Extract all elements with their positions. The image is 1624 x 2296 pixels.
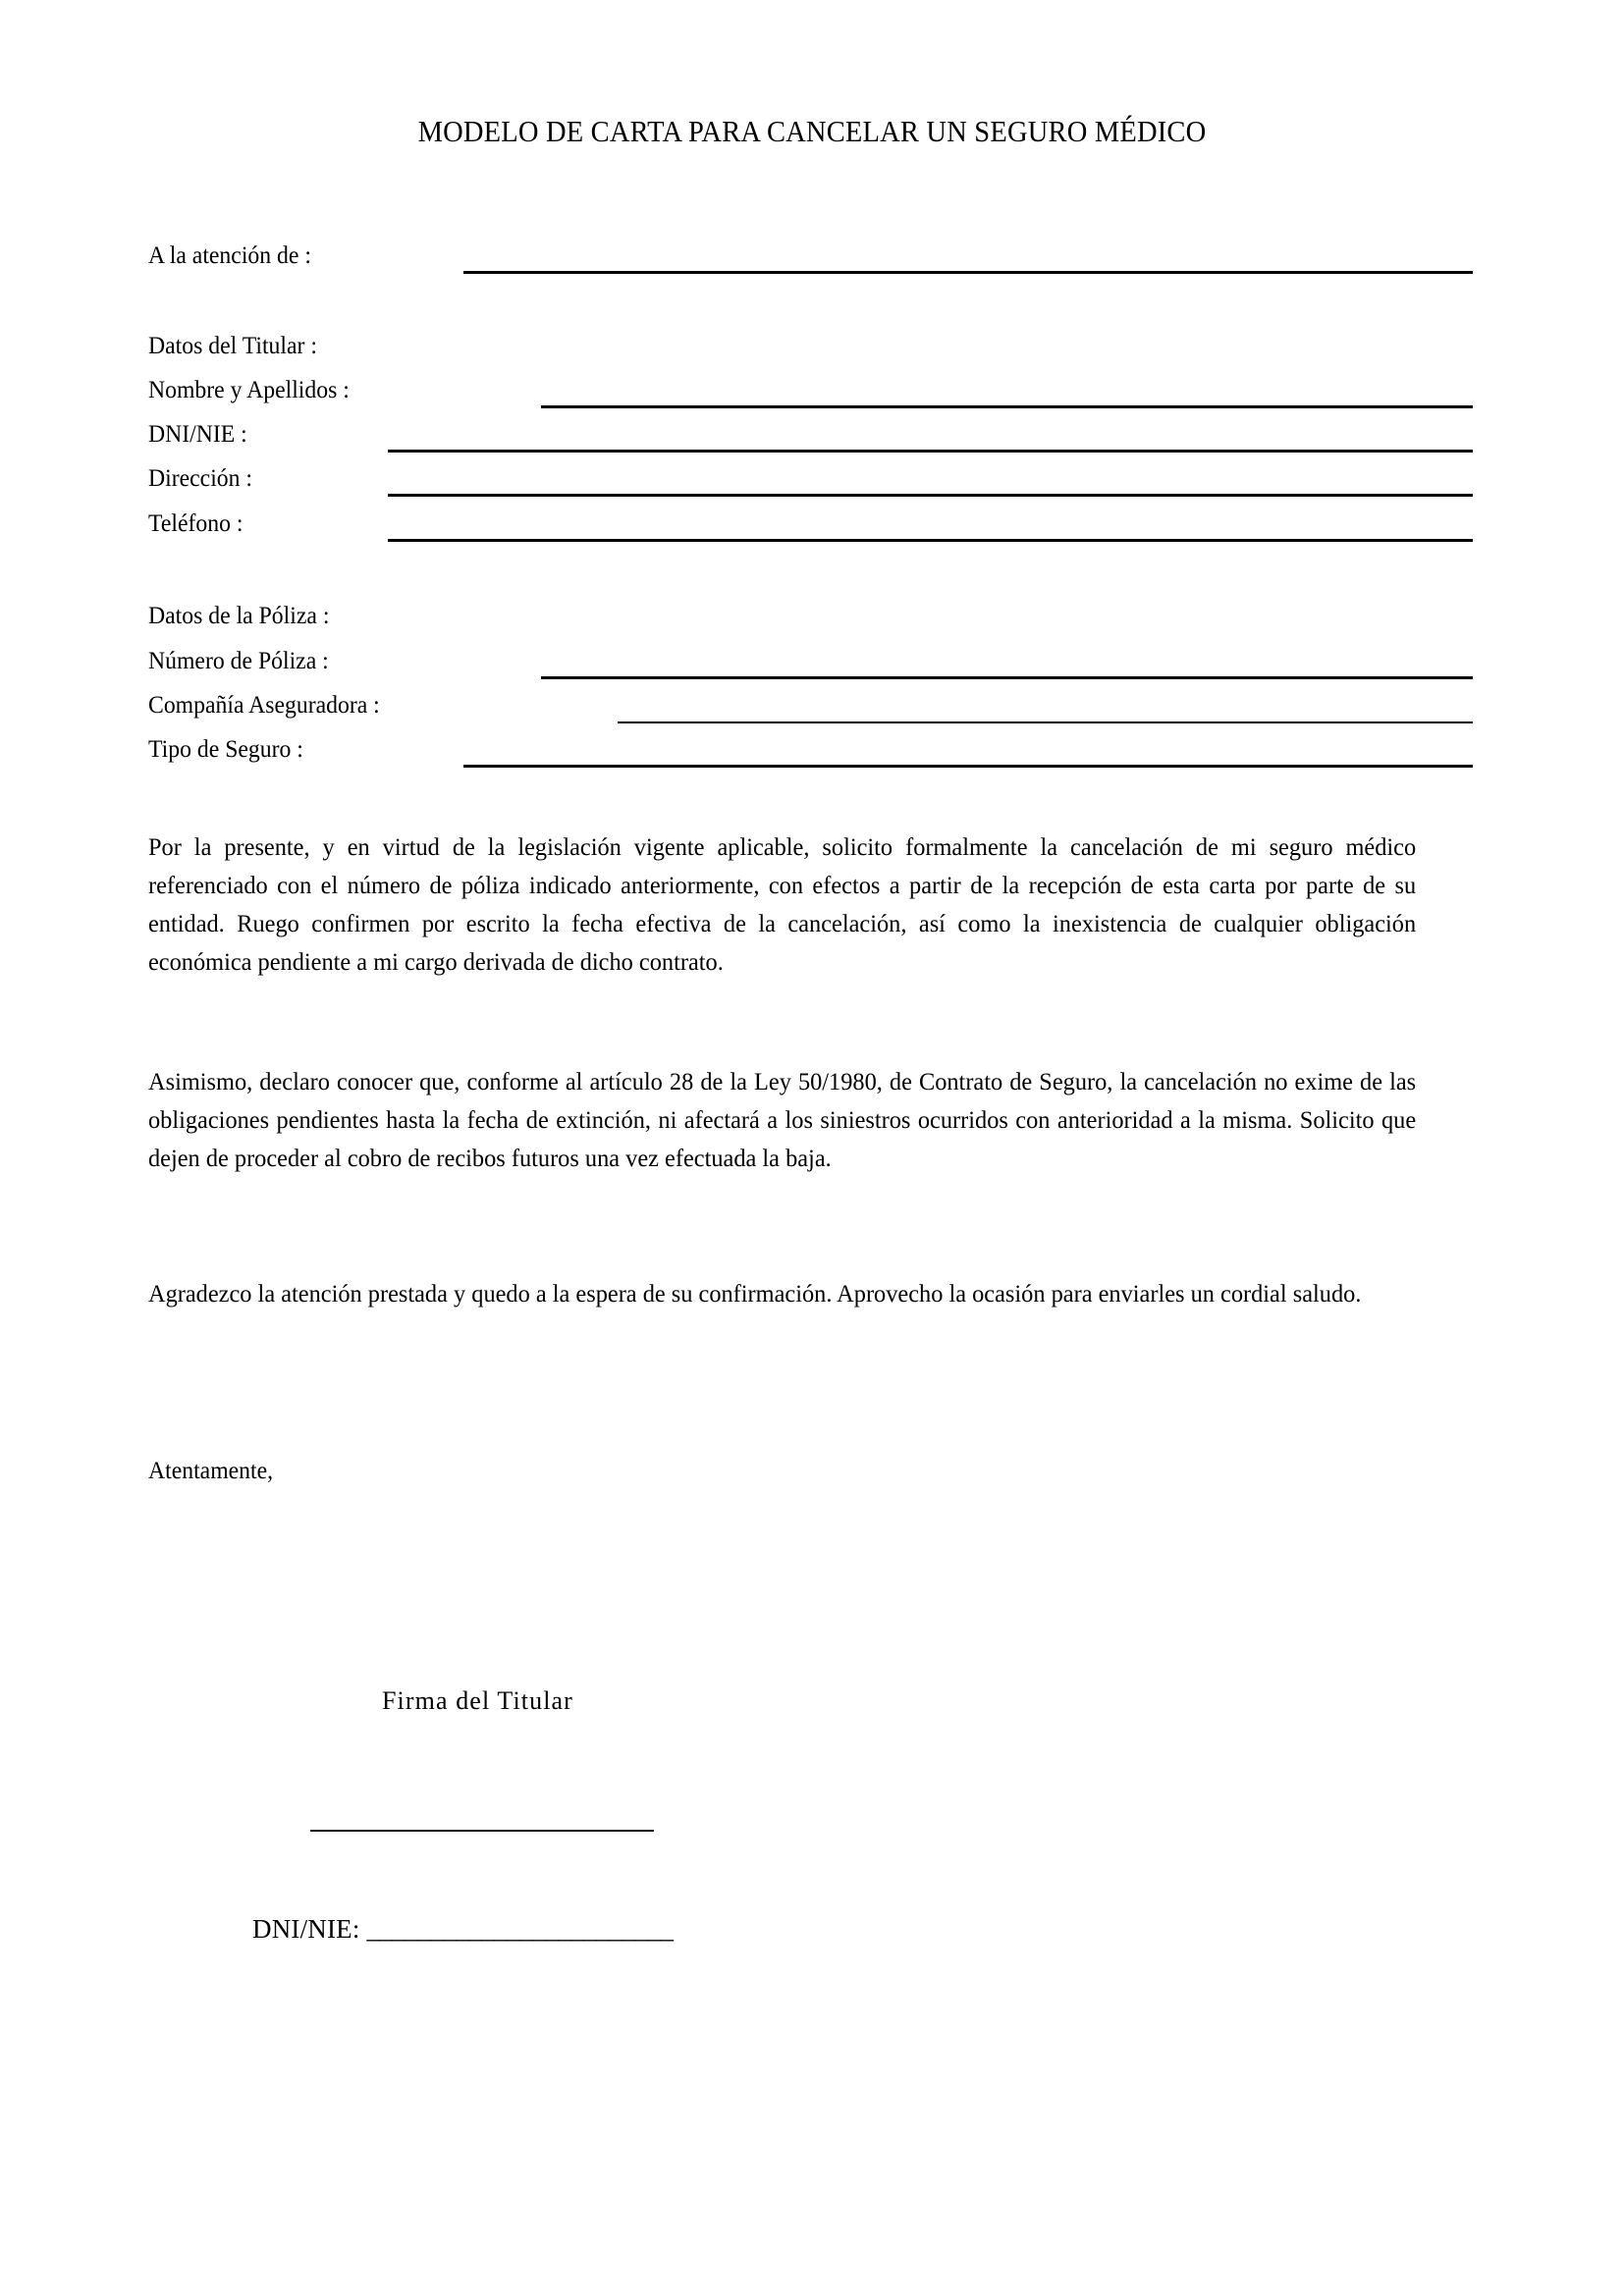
section-heading-policy: Datos de la Póliza :	[148, 601, 330, 629]
label-insurer: Compañía Aseguradora :	[148, 690, 380, 719]
signature-caption: Firma del Titular	[382, 1686, 573, 1715]
input-line-full-name[interactable]	[541, 405, 1473, 408]
label-full-name: Nombre y Apellidos :	[148, 375, 350, 403]
section-heading-holder: Datos del Titular :	[148, 331, 317, 359]
signature-line[interactable]	[310, 1830, 654, 1832]
field-row-policy-number	[148, 646, 1473, 675]
label-phone: Teléfono :	[148, 508, 244, 537]
label-insurance-type: Tipo de Seguro :	[148, 734, 303, 763]
label-address: Dirección :	[148, 463, 253, 492]
closing-salutation: Atentamente,	[148, 1456, 274, 1484]
field-row-phone	[148, 508, 1473, 538]
field-row-full-name	[148, 375, 1473, 404]
input-line-policy-number[interactable]	[541, 676, 1473, 679]
label-dni: DNI/NIE :	[148, 419, 247, 448]
signature-dni-label: DNI/NIE:	[252, 1914, 360, 1944]
input-line-dni[interactable]	[388, 450, 1473, 453]
field-row-recipient	[148, 240, 1473, 270]
input-line-recipient[interactable]	[463, 271, 1473, 274]
body-paragraph-3: Agradezco la atención prestada y quedo a la espera de su confirmación. Aprovecho la ocasión para enviarles un cordial saludo.	[148, 1279, 1362, 1308]
signature-dni-row	[252, 1914, 674, 1945]
field-row-insurance-type	[148, 734, 1473, 764]
field-row-insurer	[148, 690, 1473, 720]
label-recipient: A la atención de :	[148, 240, 311, 269]
input-line-insurance-type[interactable]	[463, 765, 1473, 768]
signature-dni-blank[interactable]: ________________________	[366, 1914, 674, 1944]
input-line-address[interactable]	[388, 494, 1473, 497]
field-row-address	[148, 463, 1473, 493]
body-paragraph-2: Asimismo, declaro conocer que, conforme al artículo 28 de la Ley 50/1980, de Contrato de Seguro, la cancelación no exime de las obligaciones pendientes hasta la fecha de extinción, ni afectará a los siniestros ocurridos con anterioridad a la misma. Solicito que dejen de proceder al cobro de recibos futuros una vez efectuada la baja.	[148, 1067, 1417, 1172]
body-paragraph-1: Por la presente, y en virtud de la legislación vigente aplicable, solicito formalmente la cancelación de mi seguro médico referenciado con el número de póliza indicado anteriormente, con efectos a partir de la recepción de esta carta por parte de su entidad. Ruego confirmen por escrito la fecha efectiva de la cancelación, así como la inexistencia de cualquier obligación económica pendiente a mi cargo derivada de dicho contrato.	[148, 832, 1417, 976]
page-title: MODELO DE CARTA PARA CANCELAR UN SEGURO MÉDICO	[417, 114, 1207, 148]
input-line-insurer[interactable]	[618, 721, 1473, 723]
field-row-dni	[148, 419, 1473, 449]
label-policy-number: Número de Póliza :	[148, 646, 329, 674]
input-line-phone[interactable]	[388, 539, 1473, 542]
